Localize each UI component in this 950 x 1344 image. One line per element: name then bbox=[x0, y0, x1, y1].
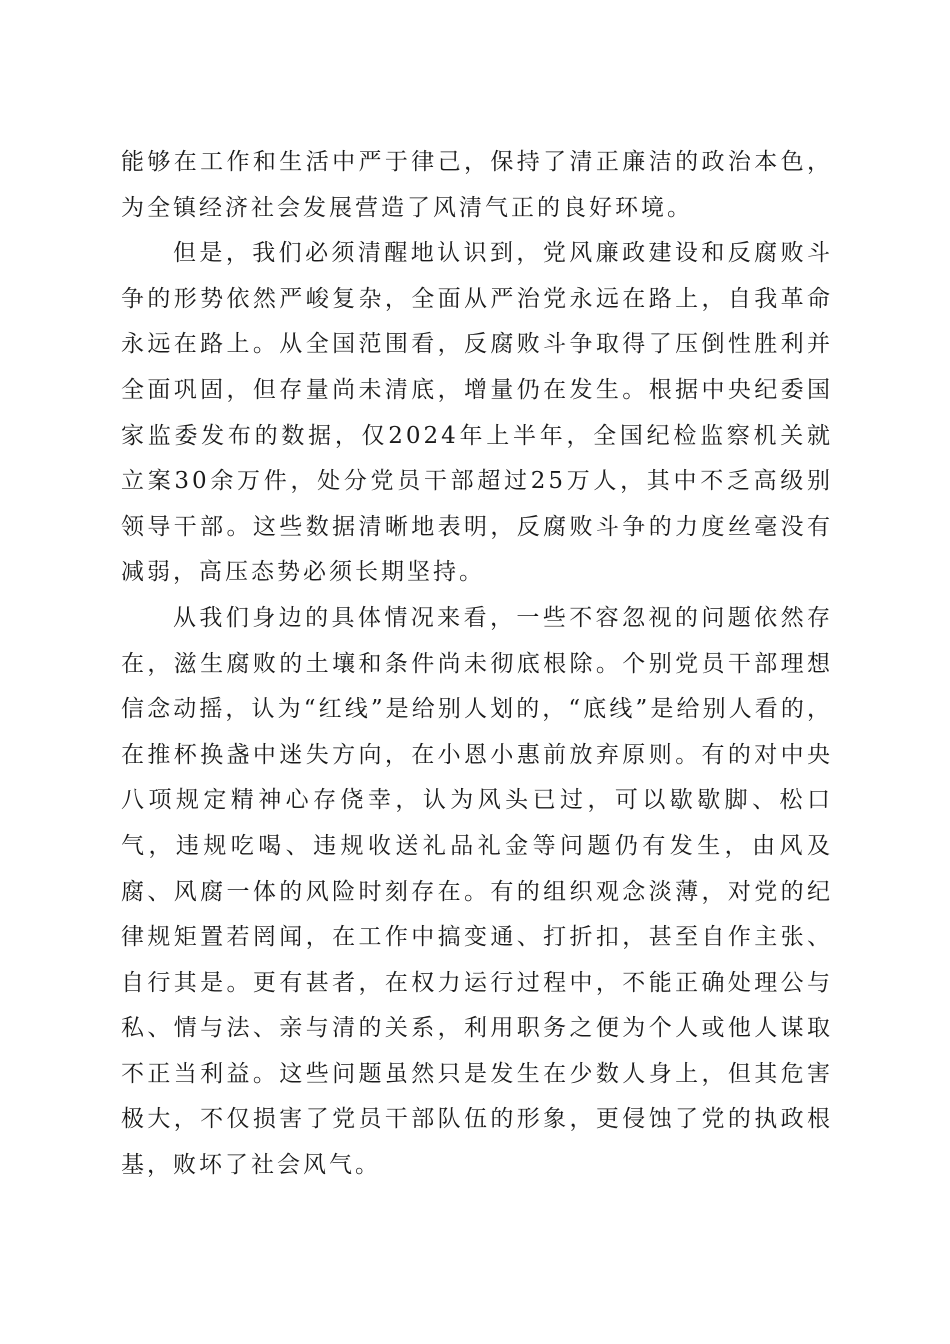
paragraph-situation-local: 从我们身边的具体情况来看，一些不容忽视的问题依然存在，滋生腐败的土壤和条件尚未彻底根除。个别党员干部理想信念动摇，认为“红线”是给别人划的，“底线”是给别人看的，在推杯换盏中迷失方向，在小恩小惠前放弃原则。有的对中央八项规定精神心存侥幸，认为风头已过，可以歇歇脚、松口气，违规吃喝、违规收送礼品礼金等问题仍有发生，由风及腐、风腐一体的风险时刻存在。有的组织观念淡薄，对党的纪律规矩置若罔闻，在工作中搞变通、打折扣，甚至自作主张、自行其是。更有甚者，在权力运行过程中，不能正确处理公与私、情与法、亲与清的关系，利用职务之便为个人或他人谋取不正当利益。这些问题虽然只是发生在少数人身上，但其危害极大，不仅损害了党员干部队伍的形象，更侵蚀了党的执政根基，败坏了社会风气。 bbox=[121, 604, 833, 1179]
body-text bbox=[121, 140, 833, 1189]
paragraph-situation-national: 但是，我们必须清醒地认识到，党风廉政建设和反腐败斗争的形势依然严峻复杂，全面从严治党永远在路上，自我革命永远在路上。从全国范围看，反腐败斗争取得了压倒性胜利并全面巩固，但存量尚未清底，增量仍在发生。根据中央纪委国家监委发布的数据，仅2024年上半年，全国纪检监察机关就立案30余万件，处分党员干部超过25万人，其中不乏高级别领导干部。这些数据清晰地表明，反腐败斗争的力度丝毫没有减弱，高压态势必须长期坚持。 bbox=[121, 240, 833, 586]
paragraph-continuation: 能够在工作和生活中严于律己，保持了清正廉洁的政治本色，为全镇经济社会发展营造了风清气正的良好环境。 bbox=[121, 149, 833, 221]
